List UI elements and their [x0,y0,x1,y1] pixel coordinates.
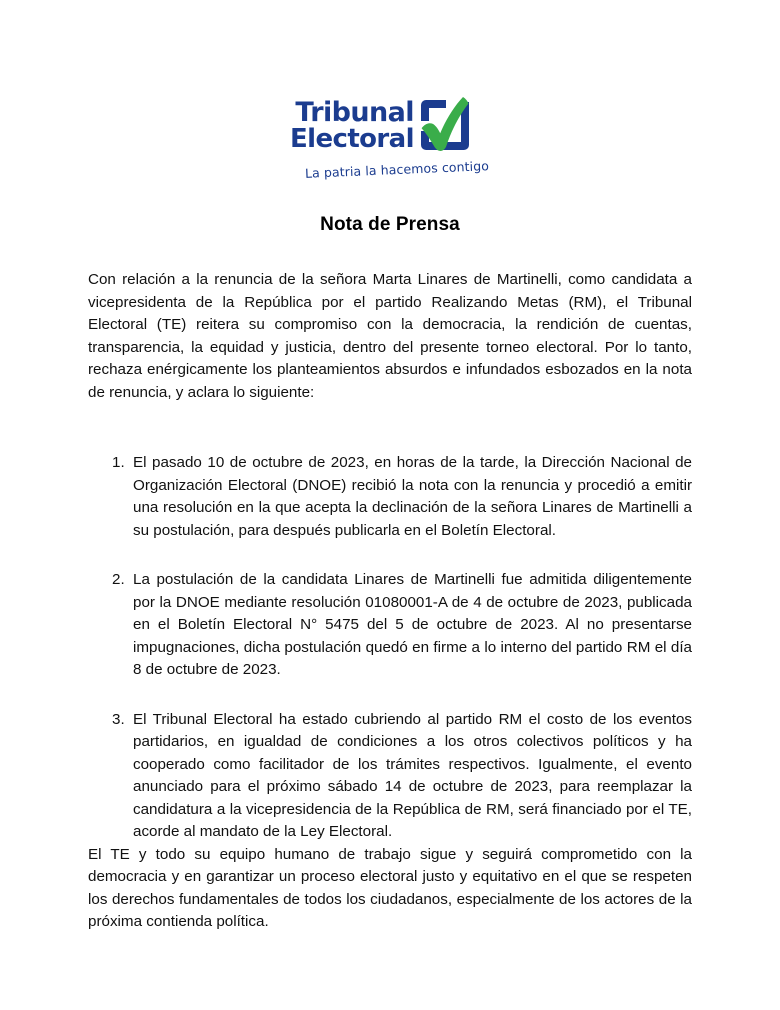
list-item-number: 3. [112,710,125,728]
list-item-text: El Tribunal Electoral ha estado cubriendo al partido RM el costo de los eventos partidarios, en igualdad de condiciones a los otros colectivos políticos y ha cooperado como facilitador de los trámites respectivos. Igualmente, el evento anunciado para el próximo sábado 14 de octubre de 2023, para reemplazar la candidatura a la vicepresidencia de la República de RM, será financiado por el TE, acorde al mandato de la Ley Electoral. [133,710,692,840]
document-body [88,269,692,934]
checkmark-ballot-icon [416,95,474,157]
intro-paragraph: Con relación a la renuncia de la señora Marta Linares de Martinelli, como candidata a vicepresidenta de la República por el partido Realizando Metas (RM), el Tribunal Electoral (TE) reitera su compromiso con la democracia, la rendición de cuentas, transparencia, la equidad y justicia, dentro del presente torneo electoral. Por lo tanto, rechaza enérgicamente los planteamientos absurdos e infundados esbozados en la nota de renuncia, y aclara lo siguiente: [88,271,692,401]
logo-word-tribunal: Tribunal [295,96,414,128]
logo-word-electoral: Electoral [290,123,414,154]
list-item-number: 1. [112,454,125,471]
list-item [112,709,692,844]
page-title: Nota de Prensa [320,214,460,235]
list-item-number: 2. [112,571,125,588]
logo-container [0,0,780,184]
list-item [112,569,692,682]
list-item [112,452,692,542]
numbered-list [88,452,692,844]
logo-wordmark [290,96,414,154]
closing-paragraph: El TE y todo su equipo humano de trabajo sigue y seguirá comprometido con la democracia y en garantizar un proceso electoral justo y equitativo en el que se respeten los derechos fundamentales de todos los ciudadanos, especialmente de los actores de la próxima contienda política. [88,845,692,930]
list-spacer [88,404,692,425]
list-item-text: El pasado 10 de octubre de 2023, en horas de la tarde, la Dirección Nacional de Organización Electoral (DNOE) recibió la nota con la renuncia y procedió a emitir una resolución en la que acepta la declinación de la señora Linares de Martinelli a su postulación, para después publicarla en el Boletín Electoral. [133,454,692,539]
logo-lockup [290,92,490,160]
logo-tagline: La patria la hacemos contigo [304,158,490,181]
tribunal-electoral-logo [290,92,490,184]
list-item-text: La postulación de la candidata Linares de Martinelli fue admitida diligentemente por la DNOE mediante resolución 01080001-A de 4 de octubre de 2023, publicada en el Boletín Electoral N° 5475 del 5 de octubre de 2023. Al no presentarse impugnaciones, dicha postulación quedó en firme a lo interno del partido RM el día 8 de octubre de 2023. [133,571,692,678]
